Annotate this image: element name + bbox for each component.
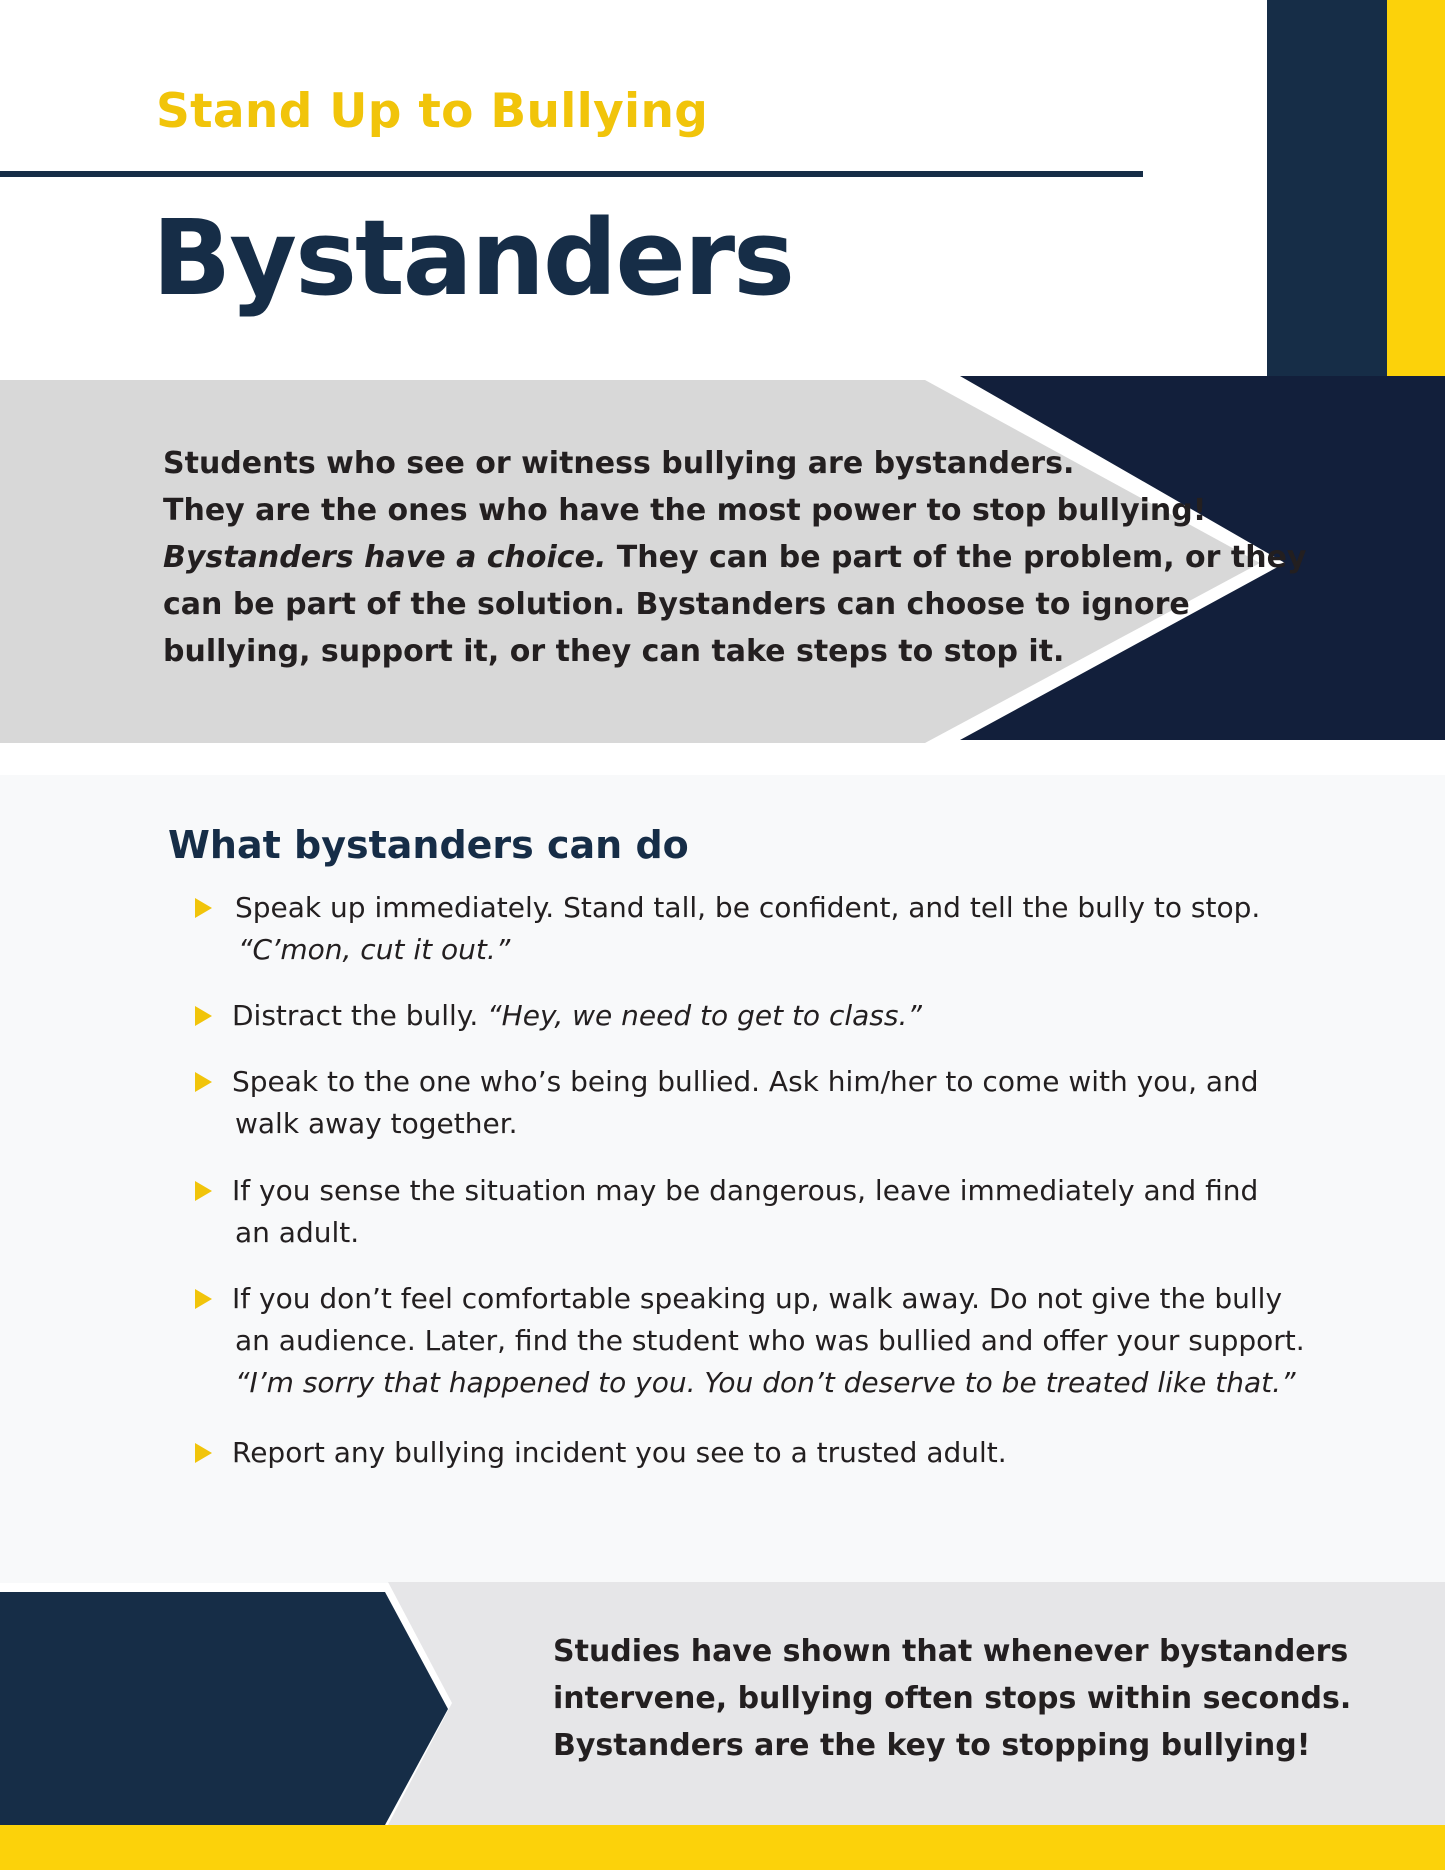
decor-navy-bar — [1267, 0, 1387, 376]
bullet-arrow-icon — [195, 1006, 212, 1026]
decor-yellow-bar — [1387, 0, 1445, 376]
tip-text: If you don’t feel comfortable speaking up, walk away. Do not give the bully — [232, 1282, 1283, 1315]
bullet-arrow-icon — [195, 1289, 212, 1309]
intro-paragraph — [163, 440, 1307, 675]
bullet-arrow-icon — [195, 1181, 212, 1201]
page-title: Bystanders — [152, 197, 794, 319]
footer-callout — [553, 1628, 1351, 1769]
intro-line: Students who see or witness bullying are bystanders. — [163, 446, 1075, 481]
intro-line: can be part of the solution. Bystanders can choose to ignore — [163, 587, 1190, 622]
tip-text: Speak to the one who’s being bullied. Ask him/her to come with you, and — [232, 1065, 1259, 1098]
header-rule — [0, 171, 1143, 177]
tip-text: Report any bullying incident you see to a trusted adult. — [232, 1436, 1007, 1469]
tip-quote: “I’m sorry that happened to you. You don’t deserve to be treated like that.” — [235, 1366, 1296, 1399]
tip-text-continued: walk away together. — [235, 1107, 518, 1140]
intro-line — [163, 534, 1307, 581]
tip-text: Distract the bully. — [232, 999, 488, 1032]
section-heading: What bystanders can do — [168, 823, 689, 867]
footer-navy-arrow — [0, 1592, 448, 1825]
tip-text: If you sense the situation may be dangerous, leave immediately and find — [232, 1174, 1259, 1207]
footer-line: Studies have shown that whenever bystanders — [553, 1634, 1349, 1669]
tip-quote: “C’mon, cut it out.” — [238, 933, 511, 966]
bullet-arrow-icon — [195, 1443, 212, 1463]
intro-line: bullying, support it, or they can take steps to stop it. — [163, 634, 1065, 669]
tip-text-continued: an adult. — [235, 1216, 360, 1249]
intro-line: They are the ones who have the most power to stop bullying! — [163, 493, 1207, 528]
bullet-arrow-icon — [195, 898, 212, 918]
tip-text-continued: an audience. Later, find the student who was bullied and offer your support. — [235, 1324, 1305, 1357]
series-title: Stand Up to Bullying — [156, 84, 709, 139]
footer-line: intervene, bullying often stops within seconds. — [553, 1681, 1352, 1716]
intro-emphasis: Bystanders have a choice. — [163, 540, 607, 575]
bottom-yellow-stripe — [0, 1825, 1445, 1870]
tip-quote: “Hey, we need to get to class.” — [487, 999, 922, 1032]
tip-text: Speak up immediately. Stand tall, be confident, and tell the bully to stop. — [235, 891, 1261, 924]
bullet-arrow-icon — [195, 1072, 212, 1092]
footer-line: Bystanders are the key to stopping bullying! — [553, 1728, 1311, 1763]
intro-line-rest: They can be part of the problem, or they — [606, 540, 1307, 575]
